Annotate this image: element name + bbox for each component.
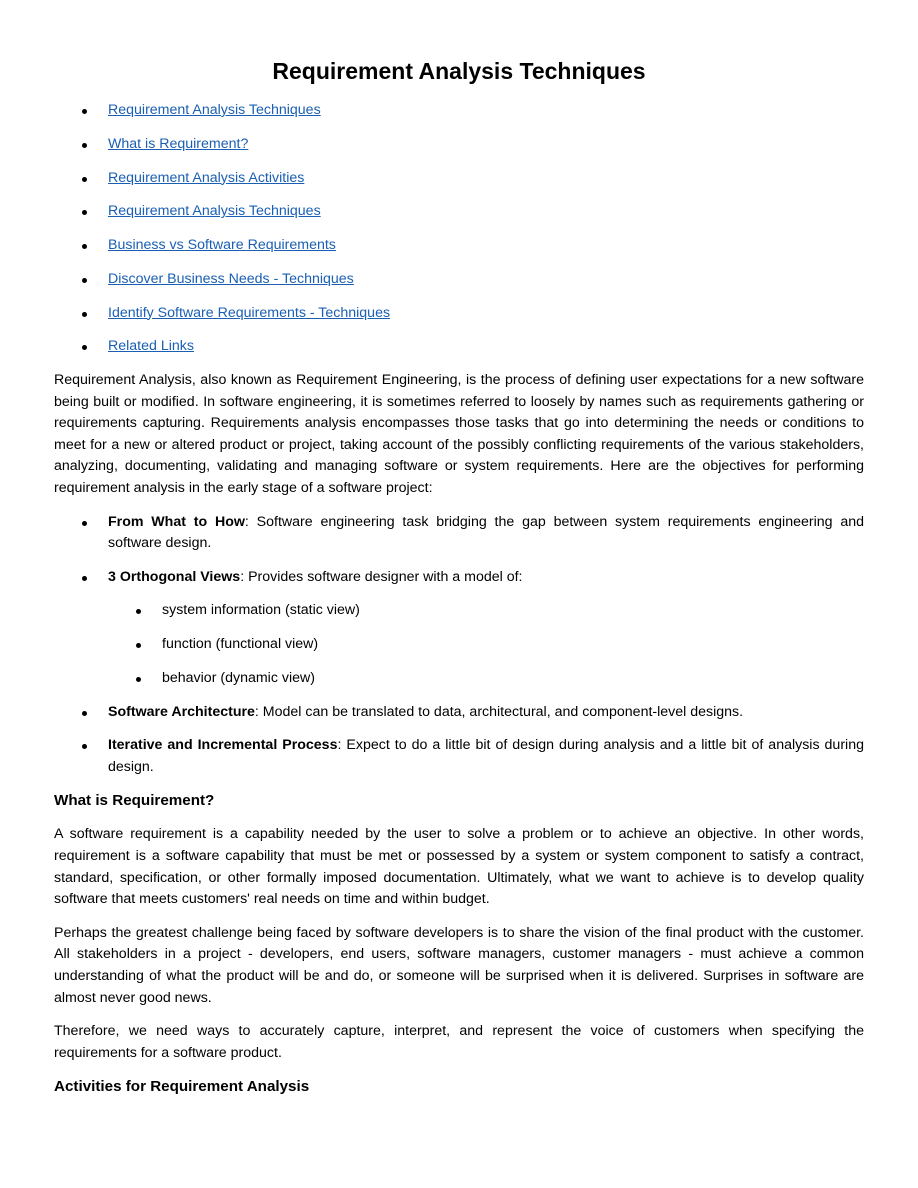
bullet-icon (82, 744, 87, 749)
toc-link-business-vs-software[interactable]: Business vs Software Requirements (108, 237, 336, 254)
toc-item (54, 336, 864, 358)
table-of-contents (54, 100, 864, 358)
objective-item (54, 567, 864, 690)
toc-item (54, 201, 864, 223)
bullet-icon (82, 244, 87, 249)
bullet-icon (82, 521, 87, 526)
page-title: Requirement Analysis Techniques (272, 58, 646, 84)
view-item (108, 600, 864, 622)
view-item-label: behavior (dynamic view) (162, 669, 315, 686)
bullet-icon (136, 609, 141, 614)
view-item-label: system information (static view) (162, 602, 360, 619)
toc-link-discover-business-needs[interactable]: Discover Business Needs - Techniques (108, 270, 354, 287)
objectives-list (54, 512, 864, 779)
intro-paragraph: Requirement Analysis, also known as Requirement Engineering, is the process of defining user expectations for a new software being built or modified. In software engineering, it is sometimes referred to loosely by names such as requirements gathering or requirements capturing. Requirements analysis encompasses those tasks that go into determining the needs or conditions to meet for a new or altered product or project, taking account of the possibly conflicting requirements of the various stakeholders, analyzing, documenting, validating and managing software or system requirements. Here are the objectives for performing requirement analysis in the early stage of a software project: (54, 372, 864, 497)
toc-link-requirement-analysis-activities[interactable]: Requirement Analysis Activities (108, 169, 305, 186)
view-item-label: function (functional view) (162, 636, 319, 653)
toc-link-identify-software-requirements[interactable]: Identify Software Requirements - Techniques (108, 304, 391, 321)
objective-text: : Model can be translated to data, architectural, and component-level designs. (254, 703, 744, 720)
objective-text: : Provides software designer with a model of: (240, 568, 523, 585)
what-is-paragraph: Perhaps the greatest challenge being faced by software developers is to share the vision of the final product with the customer. All stakeholders in a project - developers, end users, software managers, customer managers - must achieve a common understanding of what the product will be and do, or someone will be surprised when it is delivered. Surprises in software are almost never good news. (54, 924, 864, 1006)
bullet-icon (82, 210, 87, 215)
bullet-icon (82, 278, 87, 283)
toc-link-related-links[interactable]: Related Links (108, 338, 194, 355)
view-item (108, 668, 864, 690)
section-heading-what-is-requirement: What is Requirement? (54, 792, 215, 810)
objective-item (54, 735, 864, 778)
toc-item (54, 134, 864, 156)
view-item (108, 634, 864, 656)
toc-item (54, 303, 864, 325)
toc-item (54, 168, 864, 190)
bullet-icon (82, 143, 87, 148)
bullet-icon (82, 576, 87, 581)
toc-link-requirement-analysis-techniques[interactable]: Requirement Analysis Techniques (108, 102, 321, 118)
bullet-icon (82, 109, 87, 114)
what-is-paragraph: A software requirement is a capability needed by the user to solve a problem or to achieve an objective. In other words, requirement is a software capability that must be met or possessed by a system or system component to satisfy a contract, standard, specification, or other formally imposed documentation. Ultimately, what we want to achieve is to develop quality software that meets customers' real needs on time and within budget. (54, 826, 864, 908)
objective-term: 3 Orthogonal Views (108, 568, 241, 585)
objective-item (54, 512, 864, 555)
toc-link-what-is-requirement[interactable]: What is Requirement? (108, 135, 249, 152)
what-is-paragraph: Therefore, we need ways to accurately capture, interpret, and represent the voice of customers when specifying the requirements for a software product. (54, 1023, 864, 1061)
bullet-icon (82, 177, 87, 182)
bullet-icon (136, 643, 141, 648)
bullet-icon (82, 711, 87, 716)
objective-item (54, 702, 864, 724)
objective-term: Iterative and Incremental Process (108, 737, 338, 754)
bullet-icon (136, 677, 141, 682)
bullet-icon (82, 312, 87, 317)
views-list (108, 600, 864, 689)
objective-term: Software Architecture (108, 703, 255, 720)
toc-item (54, 269, 864, 291)
objective-text: : Expect to do a little bit of design during analysis and a little bit of analysis during design. (108, 737, 864, 775)
toc-link-requirement-analysis-techniques-2[interactable]: Requirement Analysis Techniques (108, 203, 321, 220)
section-heading-activities: Activities for Requirement Analysis (54, 1078, 310, 1096)
document-page (54, 52, 864, 1110)
objective-term: From What to How (108, 513, 245, 530)
bullet-icon (82, 345, 87, 350)
toc-item (54, 100, 864, 122)
toc-item (54, 235, 864, 257)
objective-text: : Software engineering task bridging the gap between system requirements engineering and software design. (108, 513, 864, 552)
